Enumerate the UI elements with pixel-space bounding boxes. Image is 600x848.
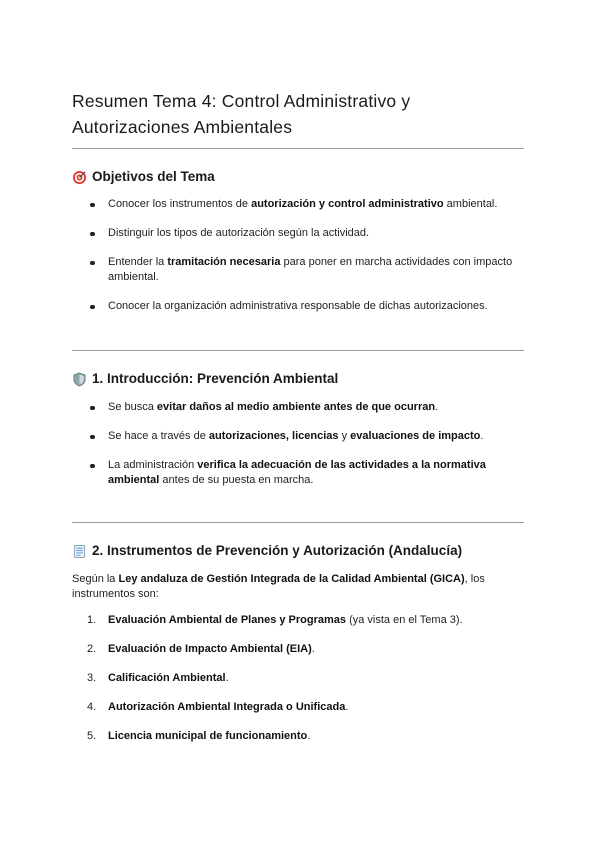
list-item: 1. Evaluación Ambiental de Planes y Programas (ya vista en el Tema 3). (87, 614, 463, 626)
list-item: Se hace a través de autorizaciones, licencias y evaluaciones de impacto. (72, 429, 524, 444)
divider (72, 522, 524, 523)
objectives-heading-text: Objetivos del Tema (92, 169, 215, 184)
intro-list (72, 400, 524, 488)
list-item: Entender la tramitación necesaria para poner en marcha actividades con impacto ambiental. (72, 255, 524, 285)
instruments-heading-text: 2. Instrumentos de Prevención y Autorización (Andalucía) (92, 543, 463, 558)
instruments-heading (72, 542, 462, 560)
document-icon (72, 544, 87, 559)
instruments-intro-paragraph: Según la Ley andaluza de Gestión Integrada de la Calidad Ambiental (GICA), los instrumentos son: (72, 573, 485, 600)
page-title (72, 88, 524, 140)
objectives-list (72, 197, 524, 314)
divider (72, 350, 524, 351)
list-item: 3. Calificación Ambiental. (87, 672, 229, 684)
list-item: La administración verifica la adecuación de las actividades a la normativa ambiental antes de su puesta en marcha. (72, 458, 524, 488)
intro-heading-text: 1. Introducción: Prevención Ambiental (92, 371, 339, 386)
shield-icon (72, 372, 87, 387)
objectives-heading (72, 168, 215, 186)
list-item: Se busca evitar daños al medio ambiente antes de que ocurran. (72, 400, 524, 415)
title-line-1: Resumen Tema 4: Control Administrativo y (72, 91, 411, 111)
instruments-list (72, 613, 524, 744)
list-item: 5. Licencia municipal de funcionamiento. (87, 730, 311, 742)
list-item: Conocer los instrumentos de autorización y control administrativo ambiental. (72, 197, 524, 212)
intro-heading (72, 370, 338, 388)
list-item: Distinguir los tipos de autorización según la actividad. (72, 226, 524, 241)
target-icon (72, 170, 87, 185)
divider (72, 148, 524, 149)
list-item: 4. Autorización Ambiental Integrada o Unificada. (87, 701, 349, 713)
list-item: Conocer la organización administrativa responsable de dichas autorizaciones. (72, 299, 524, 314)
title-line-2: Autorizaciones Ambientales (72, 117, 293, 137)
list-item: 2. Evaluación de Impacto Ambiental (EIA). (87, 643, 315, 655)
